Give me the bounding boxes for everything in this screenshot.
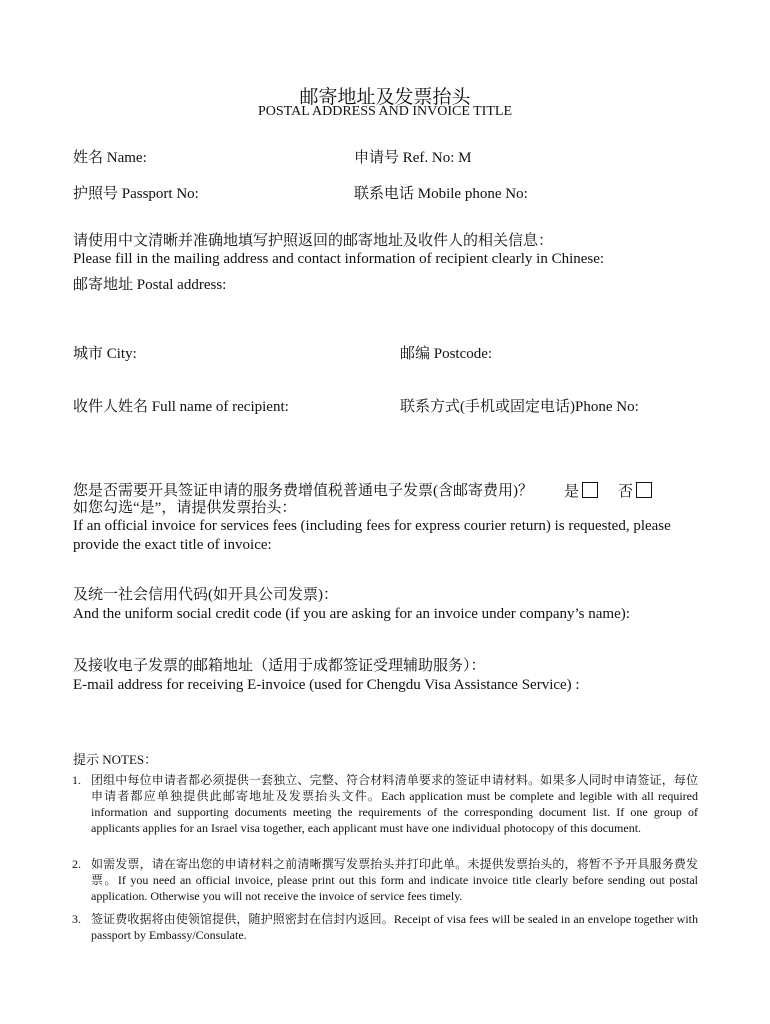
page-title-en: POSTAL ADDRESS AND INVOICE TITLE [258,104,512,119]
instructions-en: Please fill in the mailing address and contact information of recipient clearly in Chinese: [73,251,605,267]
invoice-yes-option[interactable] [564,482,598,502]
instructions-cn: 请使用中文清晰并准确地填写护照返回的邮寄地址及收件人的相关信息： [73,233,554,249]
mobile-field-label: 联系电话 Mobile phone No: [354,186,528,202]
note-number: 1. [72,773,81,787]
recipient-name-label: 收件人姓名 Full name of recipient: [73,399,289,415]
postcode-label: 邮编 Postcode: [400,346,493,362]
invoice-title-request-en-1: If an official invoice for services fees (including fees for express courier return) is requested, please [73,518,671,534]
note-text: 签证费收据将由使领馆提供，随护照密封在信封内返回。Receipt of visa fees will be sealed in an envelope together with passport by Embassy/Consulate. [91,912,698,942]
note-item [72,856,698,904]
invoice-email-en: E-mail address for receiving E-invoice (used for Chengdu Visa Assistance Service) : [73,677,580,693]
invoice-yes-label: 是 [564,484,580,500]
invoice-no-label: 否 [618,484,634,500]
note-number: 2. [72,857,81,871]
page-title-cn: 邮寄地址及发票抬头 [299,87,471,108]
recipient-phone-label: 联系方式(手机或固定电话)Phone No: [400,399,639,415]
note-item [72,911,698,943]
postal-address-label: 邮寄地址 Postal address: [73,277,227,293]
name-field-label: 姓名 Name: [73,150,147,166]
invoice-title-request-en-2: provide the exact title of invoice: [73,537,272,553]
invoice-title-request-cn: 如您勾选“是”，请提供发票抬头： [73,500,297,516]
note-text: 如需发票，请在寄出您的申请材料之前清晰撰写发票抬头并打印此单。未提供发票抬头的，将暂不予开具服务费发票。If you need an official invoice, please print out this form and indicate invoice title clearly before sending out postal application. Otherwise you will not receive the invoice of service fees timely. [91,857,698,903]
note-text: 团组中每位申请者都必须提供一套独立、完整、符合材料清单要求的签证申请材料。如果多人同时申请签证，每位申请者都应单独提供此邮寄地址及发票抬头文件。Each application must be complete and legible with all required information and supporting documents meeting the requirements of the corresponding document list. If one group of applicants applies for an Israel visa together, each applicant must have one individual photocopy of this document. [91,773,698,835]
note-number: 3. [72,912,81,926]
city-label: 城市 City: [73,346,137,362]
credit-code-en: And the uniform social credit code (if you are asking for an invoice under company’s name): [73,606,630,622]
invoice-no-checkbox[interactable] [636,482,652,498]
invoice-yes-checkbox[interactable] [582,482,598,498]
invoice-email-cn: 及接收电子发票的邮箱地址（适用于成都签证受理辅助服务）： [73,658,486,674]
credit-code-cn: 及统一社会信用代码(如开具公司发票)： [73,587,338,603]
invoice-no-option[interactable] [618,482,652,502]
ref-field-label: 申请号 Ref. No: M [354,150,472,166]
notes-heading: 提示 NOTES： [73,752,158,767]
note-item [72,772,698,836]
invoice-question-text: 您是否需要开具签证申请的服务费增值税普通电子发票(含邮寄费用)？ [73,483,533,499]
passport-field-label: 护照号 Passport No: [73,186,199,202]
